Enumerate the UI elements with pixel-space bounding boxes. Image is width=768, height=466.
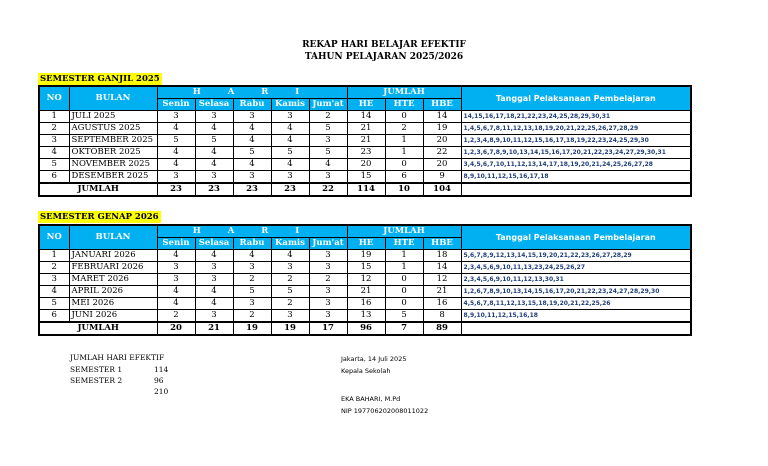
row-jumat: 3: [309, 135, 347, 147]
semester-genap-table: [38, 224, 692, 336]
row-hbe: 16: [423, 298, 461, 310]
header-jumlah-col: HE: [347, 99, 385, 111]
total-rabu: 23: [233, 183, 271, 196]
row-selasa: 3: [195, 274, 233, 286]
total-kamis: 19: [271, 322, 309, 335]
header-tanggal: Tanggal Pelaksanaan Pembelajaran: [461, 225, 691, 250]
signature-place-date: Jakarta, 14 Juli 2025: [341, 355, 407, 363]
row-bulan: NOVEMBER 2025: [69, 159, 157, 171]
row-tanggal: 1,4,5,6,7,8,11,12,13,18,19,20,21,22,25,26,27,28,29: [461, 123, 691, 135]
summary-sem2-value: 96: [154, 376, 164, 385]
header-no: NO: [39, 225, 69, 250]
row-tanggal: 3,4,5,6,7,10,11,12,13,14,17,18,19,20,21,24,25,26,27,28: [461, 159, 691, 171]
row-tanggal: 14,15,16,17,18,21,22,23,24,25,28,29,30,31: [461, 111, 691, 123]
header-jumlah-col: HTE: [385, 99, 423, 111]
row-hte: 1: [385, 250, 423, 262]
row-bulan: APRIL 2026: [69, 286, 157, 298]
row-jumat: 4: [309, 159, 347, 171]
row-selasa: 3: [195, 310, 233, 323]
table-row: [39, 159, 691, 171]
row-he: 12: [347, 274, 385, 286]
row-bulan: SEPTEMBER 2025: [69, 135, 157, 147]
header-no: NO: [39, 86, 69, 111]
table-row: [39, 262, 691, 274]
row-selasa: 4: [195, 147, 233, 159]
row-no: 4: [39, 147, 69, 159]
row-senin: 3: [157, 111, 195, 123]
row-hbe: 19: [423, 123, 461, 135]
semester-genap-label: SEMESTER GENAP 2026: [40, 212, 159, 222]
total-hbe: 89: [423, 322, 461, 335]
row-hbe: 8: [423, 310, 461, 323]
header-day: Rabu: [233, 238, 271, 250]
row-jumat: 3: [309, 262, 347, 274]
row-selasa: 4: [195, 250, 233, 262]
header-jumlah-col: HTE: [385, 238, 423, 250]
row-jumat: 5: [309, 123, 347, 135]
row-hte: 0: [385, 298, 423, 310]
row-hte: 0: [385, 159, 423, 171]
signature-nip: NIP 197706202008011022: [341, 407, 429, 415]
total-tanggal-empty: [461, 322, 691, 335]
row-senin: 2: [157, 310, 195, 323]
row-selasa: 3: [195, 171, 233, 184]
row-selasa: 5: [195, 135, 233, 147]
row-bulan: FEBRUARI 2026: [69, 262, 157, 274]
row-hbe: 14: [423, 262, 461, 274]
document-subtitle: TAHUN PELAJARAN 2025/2026: [304, 52, 464, 62]
row-rabu: 3: [233, 111, 271, 123]
total-rabu: 19: [233, 322, 271, 335]
row-hbe: 18: [423, 250, 461, 262]
row-jumat: 3: [309, 310, 347, 323]
row-no: 1: [39, 250, 69, 262]
row-kamis: 3: [271, 310, 309, 323]
row-senin: 4: [157, 286, 195, 298]
semester-ganjil-label: SEMESTER GANJIL 2025: [40, 74, 160, 84]
document-title: REKAP HARI BELAJAR EFEKTIF: [302, 40, 466, 50]
row-jumat: 2: [309, 111, 347, 123]
row-no: 6: [39, 171, 69, 184]
row-senin: 5: [157, 135, 195, 147]
row-kamis: 2: [271, 298, 309, 310]
total-selasa: 23: [195, 183, 233, 196]
row-bulan: JANUARI 2026: [69, 250, 157, 262]
row-tanggal: 1,2,3,6,7,8,9,10,13,14,15,16,17,20,21,22,23,24,27,29,30,31: [461, 147, 691, 159]
row-he: 13: [347, 310, 385, 323]
row-no: 1: [39, 111, 69, 123]
row-no: 2: [39, 262, 69, 274]
total-selasa: 21: [195, 322, 233, 335]
total-hbe: 104: [423, 183, 461, 196]
row-senin: 4: [157, 147, 195, 159]
row-hte: 1: [385, 147, 423, 159]
row-hte: 6: [385, 171, 423, 184]
row-tanggal: 2,3,4,5,6,9,10,11,13,23,24,25,26,27: [461, 262, 691, 274]
total-tanggal-empty: [461, 183, 691, 196]
table-row: [39, 298, 691, 310]
total-label: JUMLAH: [39, 322, 157, 335]
row-he: 16: [347, 298, 385, 310]
total-senin: 23: [157, 183, 195, 196]
row-no: 5: [39, 159, 69, 171]
row-he: 21: [347, 286, 385, 298]
signature-role: Kepala Sekolah: [341, 367, 391, 375]
row-senin: 4: [157, 250, 195, 262]
header-hari: H A R I: [157, 86, 347, 99]
row-hbe: 14: [423, 111, 461, 123]
row-rabu: 2: [233, 274, 271, 286]
row-hte: 0: [385, 286, 423, 298]
row-rabu: 3: [233, 171, 271, 184]
row-tanggal: 1,2,3,4,8,9,10,11,12,15,16,17,18,19,22,23,24,25,29,30: [461, 135, 691, 147]
row-selasa: 4: [195, 286, 233, 298]
row-no: 3: [39, 274, 69, 286]
row-selasa: 3: [195, 111, 233, 123]
row-kamis: 2: [271, 274, 309, 286]
row-jumat: 3: [309, 171, 347, 184]
row-jumat: 3: [309, 298, 347, 310]
row-he: 20: [347, 159, 385, 171]
row-bulan: DESEMBER 2025: [69, 171, 157, 184]
semester-ganjil-table: [38, 85, 692, 197]
row-tanggal: 1,2,6,7,8,9,10,13,14,15,16,17,20,21,22,23,24,27,28,29,30: [461, 286, 691, 298]
row-hbe: 21: [423, 286, 461, 298]
row-kamis: 4: [271, 135, 309, 147]
row-kamis: 5: [271, 286, 309, 298]
row-kamis: 5: [271, 147, 309, 159]
row-hbe: 9: [423, 171, 461, 184]
row-senin: 3: [157, 274, 195, 286]
header-day: Senin: [157, 99, 195, 111]
table-row: [39, 286, 691, 298]
row-no: 4: [39, 286, 69, 298]
header-jumlah-col: HBE: [423, 238, 461, 250]
header-tanggal: Tanggal Pelaksanaan Pembelajaran: [461, 86, 691, 111]
row-he: 15: [347, 171, 385, 184]
row-no: 5: [39, 298, 69, 310]
table-row: [39, 111, 691, 123]
row-bulan: AGUSTUS 2025: [69, 123, 157, 135]
header-bulan: BULAN: [69, 225, 157, 250]
row-bulan: MARET 2026: [69, 274, 157, 286]
row-jumat: 3: [309, 250, 347, 262]
table-row: [39, 147, 691, 159]
header-day: Kamis: [271, 99, 309, 111]
total-hte: 10: [385, 183, 423, 196]
row-selasa: 4: [195, 298, 233, 310]
header-jumlah-col: HE: [347, 238, 385, 250]
row-bulan: JUNI 2026: [69, 310, 157, 323]
row-tanggal: 4,5,6,7,8,11,12,13,15,18,19,20,21,22,25,26: [461, 298, 691, 310]
row-tanggal: 2,3,4,5,6,9,10,11,12,13,30,31: [461, 274, 691, 286]
row-bulan: OKTOBER 2025: [69, 147, 157, 159]
table-row: [39, 135, 691, 147]
row-jumat: 3: [309, 286, 347, 298]
total-kamis: 23: [271, 183, 309, 196]
row-no: 2: [39, 123, 69, 135]
row-hbe: 20: [423, 135, 461, 147]
row-kamis: 4: [271, 250, 309, 262]
header-jumlah: JUMLAH: [347, 225, 461, 238]
header-jumlah-col: HBE: [423, 99, 461, 111]
row-he: 21: [347, 135, 385, 147]
row-rabu: 5: [233, 286, 271, 298]
header-day: Selasa: [195, 238, 233, 250]
row-senin: 4: [157, 159, 195, 171]
total-row: [39, 322, 691, 335]
row-kamis: 4: [271, 123, 309, 135]
total-hte: 7: [385, 322, 423, 335]
table-row: [39, 310, 691, 323]
row-no: 6: [39, 310, 69, 323]
table-row: [39, 171, 691, 184]
row-kamis: 4: [271, 159, 309, 171]
row-hbe: 12: [423, 274, 461, 286]
row-hte: 0: [385, 274, 423, 286]
row-senin: 3: [157, 171, 195, 184]
table-row: [39, 274, 691, 286]
header-day: Jum'at: [309, 99, 347, 111]
header-day: Rabu: [233, 99, 271, 111]
row-hte: 0: [385, 111, 423, 123]
row-jumat: 2: [309, 274, 347, 286]
row-hbe: 22: [423, 147, 461, 159]
row-bulan: MEI 2026: [69, 298, 157, 310]
row-senin: 3: [157, 262, 195, 274]
row-rabu: 4: [233, 250, 271, 262]
total-he: 96: [347, 322, 385, 335]
summary-total-value: 210: [154, 387, 169, 396]
signature-name: EKA BAHARI, M.Pd: [341, 395, 401, 403]
row-he: 21: [347, 123, 385, 135]
total-he: 114: [347, 183, 385, 196]
table-row: [39, 250, 691, 262]
row-senin: 4: [157, 298, 195, 310]
table-row: [39, 123, 691, 135]
row-selasa: 3: [195, 262, 233, 274]
summary-title: JUMLAH HARI EFEKTIF: [70, 353, 165, 362]
total-jumat: 22: [309, 183, 347, 196]
header-day: Senin: [157, 238, 195, 250]
row-hte: 1: [385, 135, 423, 147]
total-senin: 20: [157, 322, 195, 335]
row-he: 23: [347, 147, 385, 159]
row-tanggal: 8,9,10,11,12,15,16,18: [461, 310, 691, 323]
summary-sem2-label: SEMESTER 2: [70, 376, 123, 385]
summary-sem1-value: 114: [154, 365, 169, 374]
header-day: Jum'at: [309, 238, 347, 250]
row-hte: 1: [385, 262, 423, 274]
row-he: 19: [347, 250, 385, 262]
total-label: JUMLAH: [39, 183, 157, 196]
row-senin: 4: [157, 123, 195, 135]
row-kamis: 3: [271, 171, 309, 184]
row-hbe: 20: [423, 159, 461, 171]
row-rabu: 3: [233, 262, 271, 274]
row-jumat: 5: [309, 147, 347, 159]
header-jumlah: JUMLAH: [347, 86, 461, 99]
summary-sem1-label: SEMESTER 1: [70, 365, 123, 374]
header-hari: H A R I: [157, 225, 347, 238]
row-rabu: 4: [233, 135, 271, 147]
row-rabu: 2: [233, 310, 271, 323]
row-he: 15: [347, 262, 385, 274]
row-selasa: 4: [195, 159, 233, 171]
row-no: 3: [39, 135, 69, 147]
total-jumat: 17: [309, 322, 347, 335]
row-hte: 2: [385, 123, 423, 135]
row-tanggal: 8,9,10,11,12,15,16,17,18: [461, 171, 691, 184]
row-rabu: 4: [233, 123, 271, 135]
row-rabu: 4: [233, 159, 271, 171]
row-he: 14: [347, 111, 385, 123]
row-kamis: 3: [271, 262, 309, 274]
total-row: [39, 183, 691, 196]
row-selasa: 4: [195, 123, 233, 135]
row-rabu: 5: [233, 147, 271, 159]
row-hte: 5: [385, 310, 423, 323]
row-kamis: 3: [271, 111, 309, 123]
header-day: Selasa: [195, 99, 233, 111]
header-bulan: BULAN: [69, 86, 157, 111]
row-bulan: JULI 2025: [69, 111, 157, 123]
row-rabu: 3: [233, 298, 271, 310]
header-day: Kamis: [271, 238, 309, 250]
row-tanggal: 5,6,7,8,9,12,13,14,15,19,20,21,22,23,26,27,28,29: [461, 250, 691, 262]
